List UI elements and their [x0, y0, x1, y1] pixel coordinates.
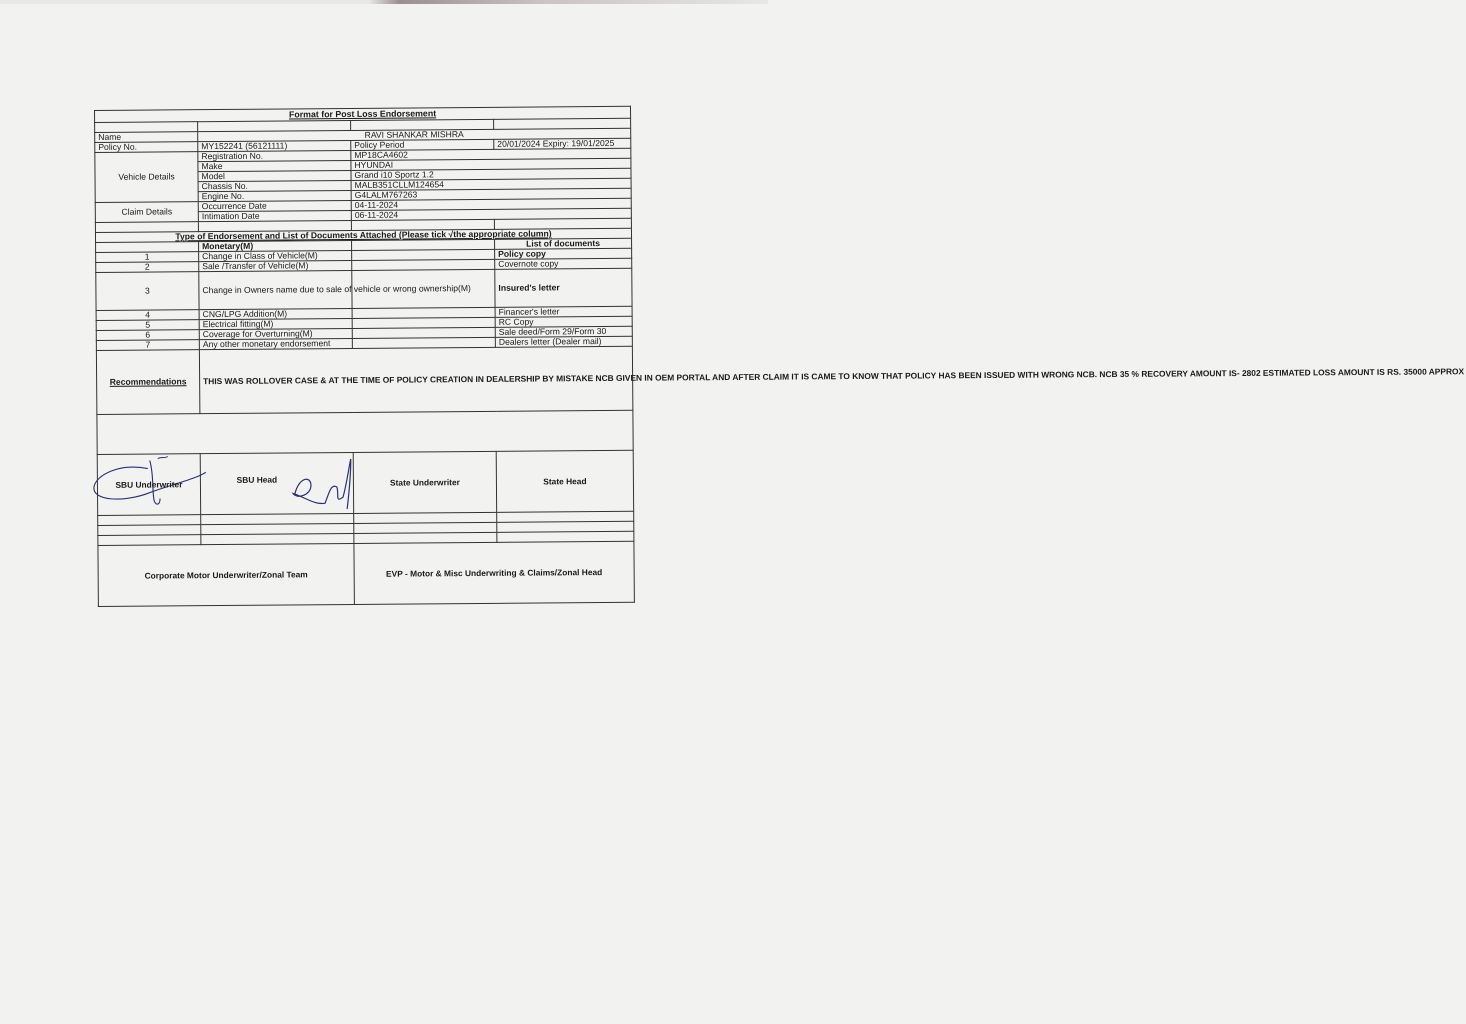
- document-item: Sale deed/Form 29/Form 30: [495, 326, 632, 337]
- claim-field-value: 06-11-2024: [351, 208, 631, 220]
- document-item: Covernote copy: [495, 258, 632, 269]
- vehicle-field-label: Registration No.: [198, 150, 351, 161]
- sbu-underwriter-label: SBU Underwriter: [115, 478, 183, 490]
- vehicle-field-value: MP18CA4602: [351, 148, 631, 160]
- form-title: Format for Post Loss Endorsement: [95, 106, 631, 122]
- sbu-head-label: SBU Head: [236, 474, 278, 485]
- claim-field-label: Intimation Date: [198, 210, 351, 221]
- type-of-endorsement-heading: Type of Endorsement and List of Documents Attached (Please tick √the appropriate column): [95, 228, 631, 242]
- recommendations-text: THIS WAS ROLLOVER CASE & AT THE TIME OF POLICY CREATION IN DEALERSHIP BY MISTAKE NCB GIVEN IN OEM PORTAL AND AFTER CLAIM IT IS CAME TO KNOW THAT POLICY HAS BEEN ISSUED WITH WRONG NCB. NCB 35 % RECOVERY AMOUNT IS- 2802 ESTIMATED LOSS AMOUNT IS RS. 35000 APPROX: [199, 346, 632, 413]
- name-label: Name: [95, 132, 198, 143]
- state-head-cell: State Head: [496, 450, 633, 512]
- endorsement-number: 7: [96, 340, 199, 351]
- endorsement-number: 2: [96, 262, 199, 273]
- policy-no-value: MY152241 (56121111): [198, 140, 351, 151]
- vehicle-field-label: Engine No.: [198, 190, 351, 201]
- endorsement-type: Electrical fitting(M): [199, 318, 352, 329]
- endorsement-type: Any other monetary endorsement: [199, 338, 352, 349]
- vehicle-details-label: Vehicle Details: [95, 152, 198, 203]
- endorsement-row: [96, 268, 632, 310]
- document-item: RC Copy: [495, 316, 632, 327]
- documents-header: List of documents: [495, 238, 632, 249]
- state-underwriter-cell: State Underwriter: [353, 451, 496, 513]
- endorsement-type: Change in Owners name due to sale of vehicle or wrong ownership(M): [199, 270, 352, 309]
- endorsement-number: 3: [96, 272, 199, 311]
- vehicle-field-value: MALB351CLLM124654: [351, 178, 631, 190]
- post-loss-endorsement-form: [94, 106, 1465, 607]
- vehicle-field-label: Chassis No.: [198, 180, 351, 191]
- endorsement-number: 1: [96, 252, 199, 263]
- document-item: Financer's letter: [495, 306, 632, 317]
- scanner-edge: [0, 0, 768, 4]
- endorsement-type: Sale /Transfer of Vehicle(M): [199, 260, 352, 271]
- name-value: RAVI SHANKAR MISHRA: [198, 128, 631, 141]
- endorsement-type: CNG/LPG Addition(M): [199, 308, 352, 319]
- sbu-underwriter-cell: [97, 454, 200, 516]
- claim-field-label: Occurrence Date: [198, 200, 351, 211]
- endorsement-number: 6: [96, 330, 199, 341]
- endorsement-type: Coverage for Overturning(M): [199, 328, 352, 339]
- document-item: Policy copy: [495, 248, 632, 259]
- evp-head-cell: EVP - Motor & Misc Underwriting & Claims/Zonal Head: [354, 541, 634, 604]
- signatory-row: [97, 450, 633, 515]
- endorsement-type: Change in Class of Vehicle(M): [199, 250, 352, 261]
- corporate-row: [98, 541, 634, 606]
- corporate-team-cell: Corporate Motor Underwriter/Zonal Team: [98, 543, 354, 606]
- recommendations-row: [96, 346, 632, 414]
- blank-row: [97, 410, 633, 454]
- policy-period-value: 20/01/2024 Expiry: 19/01/2025: [494, 138, 631, 149]
- endorsement-number: 4: [96, 310, 199, 321]
- sbu-head-cell: [200, 452, 353, 514]
- document-item: Insured's letter: [495, 268, 632, 307]
- vehicle-field-label: Make: [198, 160, 351, 171]
- claim-details-label: Claim Details: [95, 202, 198, 223]
- endorsement-number: 5: [96, 320, 199, 331]
- empty-cell: [97, 410, 633, 454]
- policy-period-label: Policy Period: [351, 139, 494, 150]
- endorsement-table: [94, 106, 1465, 607]
- vehicle-field-label: Model: [198, 170, 351, 181]
- document-item: Dealers letter (Dealer mail): [495, 336, 632, 347]
- claim-field-value: 04-11-2024: [351, 198, 631, 210]
- vehicle-field-value: Grand i10 Sportz 1.2: [351, 168, 631, 180]
- vehicle-field-value: HYUNDAI: [351, 158, 631, 170]
- monetary-header: Monetary(M): [199, 240, 352, 251]
- policy-no-label: Policy No.: [95, 142, 198, 153]
- vehicle-field-value: G4LALM767263: [351, 188, 631, 200]
- recommendations-label: Recommendations: [96, 350, 199, 415]
